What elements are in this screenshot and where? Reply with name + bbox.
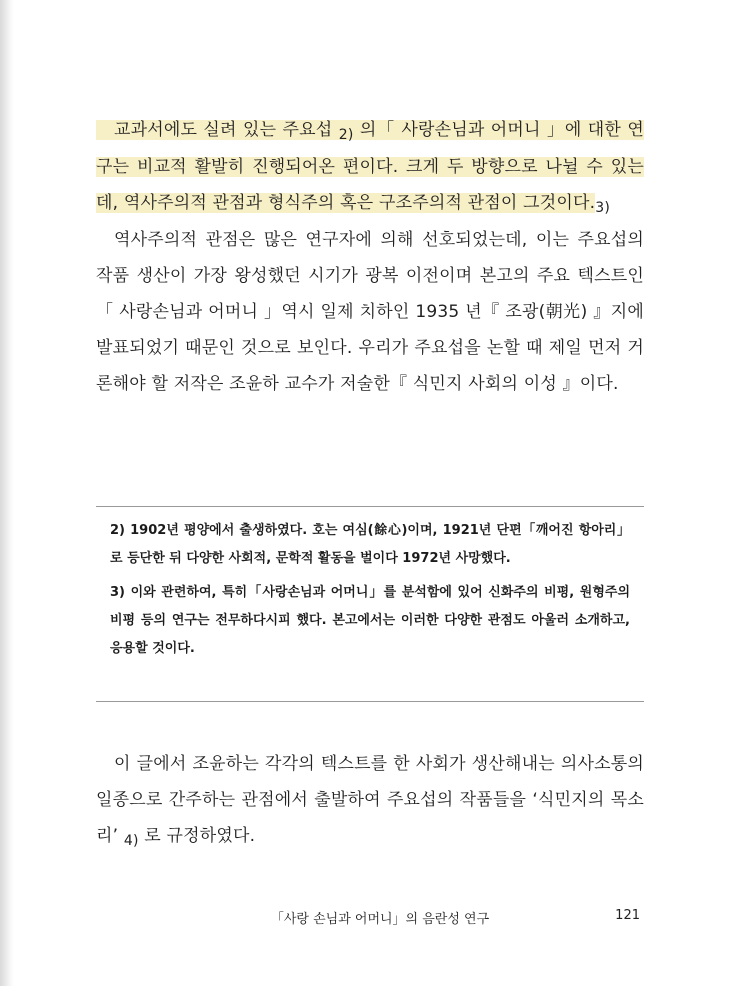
paragraph-1 [96, 112, 644, 222]
paragraph-3-text-a: 이 글에서 조윤하는 각각의 텍스트를 한 사회가 생산해내는 의사소통의 일종으로 간주하는 관점에서 출발하여 주요섭의 작품들을 ‘식민지의 목소리’ [96, 754, 644, 846]
paragraph-1-text-a: 교과서에도 실려 있는 주요섭 [114, 120, 333, 140]
body-text-top [96, 112, 644, 402]
paragraph-2-text: 역사주의적 관점은 많은 연구자에 의해 선호되었는데, 이는 주요섭의 작품 생산이 가장 왕성했던 시기가 광복 이전이며 본고의 주요 텍스트인「 사랑손님과 어머니 」역시 일제 치하인 1935 년『 조광(朝光) 』지에 발표되었기 때문인 것으로 보인다. 우리가 주요섭을 논할 때 제일 먼저 거론해야 할 저작은 조윤하 교수가 저술한『 식민지 사회의 이성 』이다. [96, 230, 644, 394]
footnote-2: 2) 1902년 평양에서 출생하였다. 호는 여심(餘心)이며, 1921년 단편「깨어진 항아리」로 등단한 뒤 다양한 사회적, 문학적 활동을 벌이다 1972년 사망했다. [110, 523, 630, 566]
page-gutter-shadow [0, 0, 14, 986]
paragraph-2 [96, 222, 644, 402]
page-number: 121 [615, 908, 640, 923]
paragraph-1-text-b: 의「 사랑손님과 어머니 」에 대한 연구는 비교적 활발히 진행되어온 편이다. 크게 두 방향으로 나뉠 수 있는데, 역사주의적 관점과 형식주의 혹은 구조주의적 관점이 그것이다. [96, 120, 644, 213]
paragraph-3 [96, 746, 644, 855]
highlighted-passage[interactable] [96, 120, 644, 213]
body-text-bottom [96, 746, 644, 855]
footnotes-box [96, 506, 644, 702]
footnote-ref-2[interactable]: 2) [338, 127, 354, 143]
footnote-ref-3[interactable]: 3) [595, 200, 611, 216]
running-footer-title: 「사랑 손님과 어머니」의 음란성 연구 [270, 912, 490, 927]
footnote-3: 3) 이와 관련하여, 특히「사랑손님과 어머니」를 분석함에 있어 신화주의 비평, 원형주의 비평 등의 연구는 전무하다시피 했다. 본고에서는 이러한 다양한 관점도 아울러 소개하고, 응용할 것이다. [110, 585, 630, 656]
paragraph-3-text-b: 로 규정하였다. [144, 826, 256, 846]
footnote-ref-4[interactable]: 4) [123, 833, 139, 849]
